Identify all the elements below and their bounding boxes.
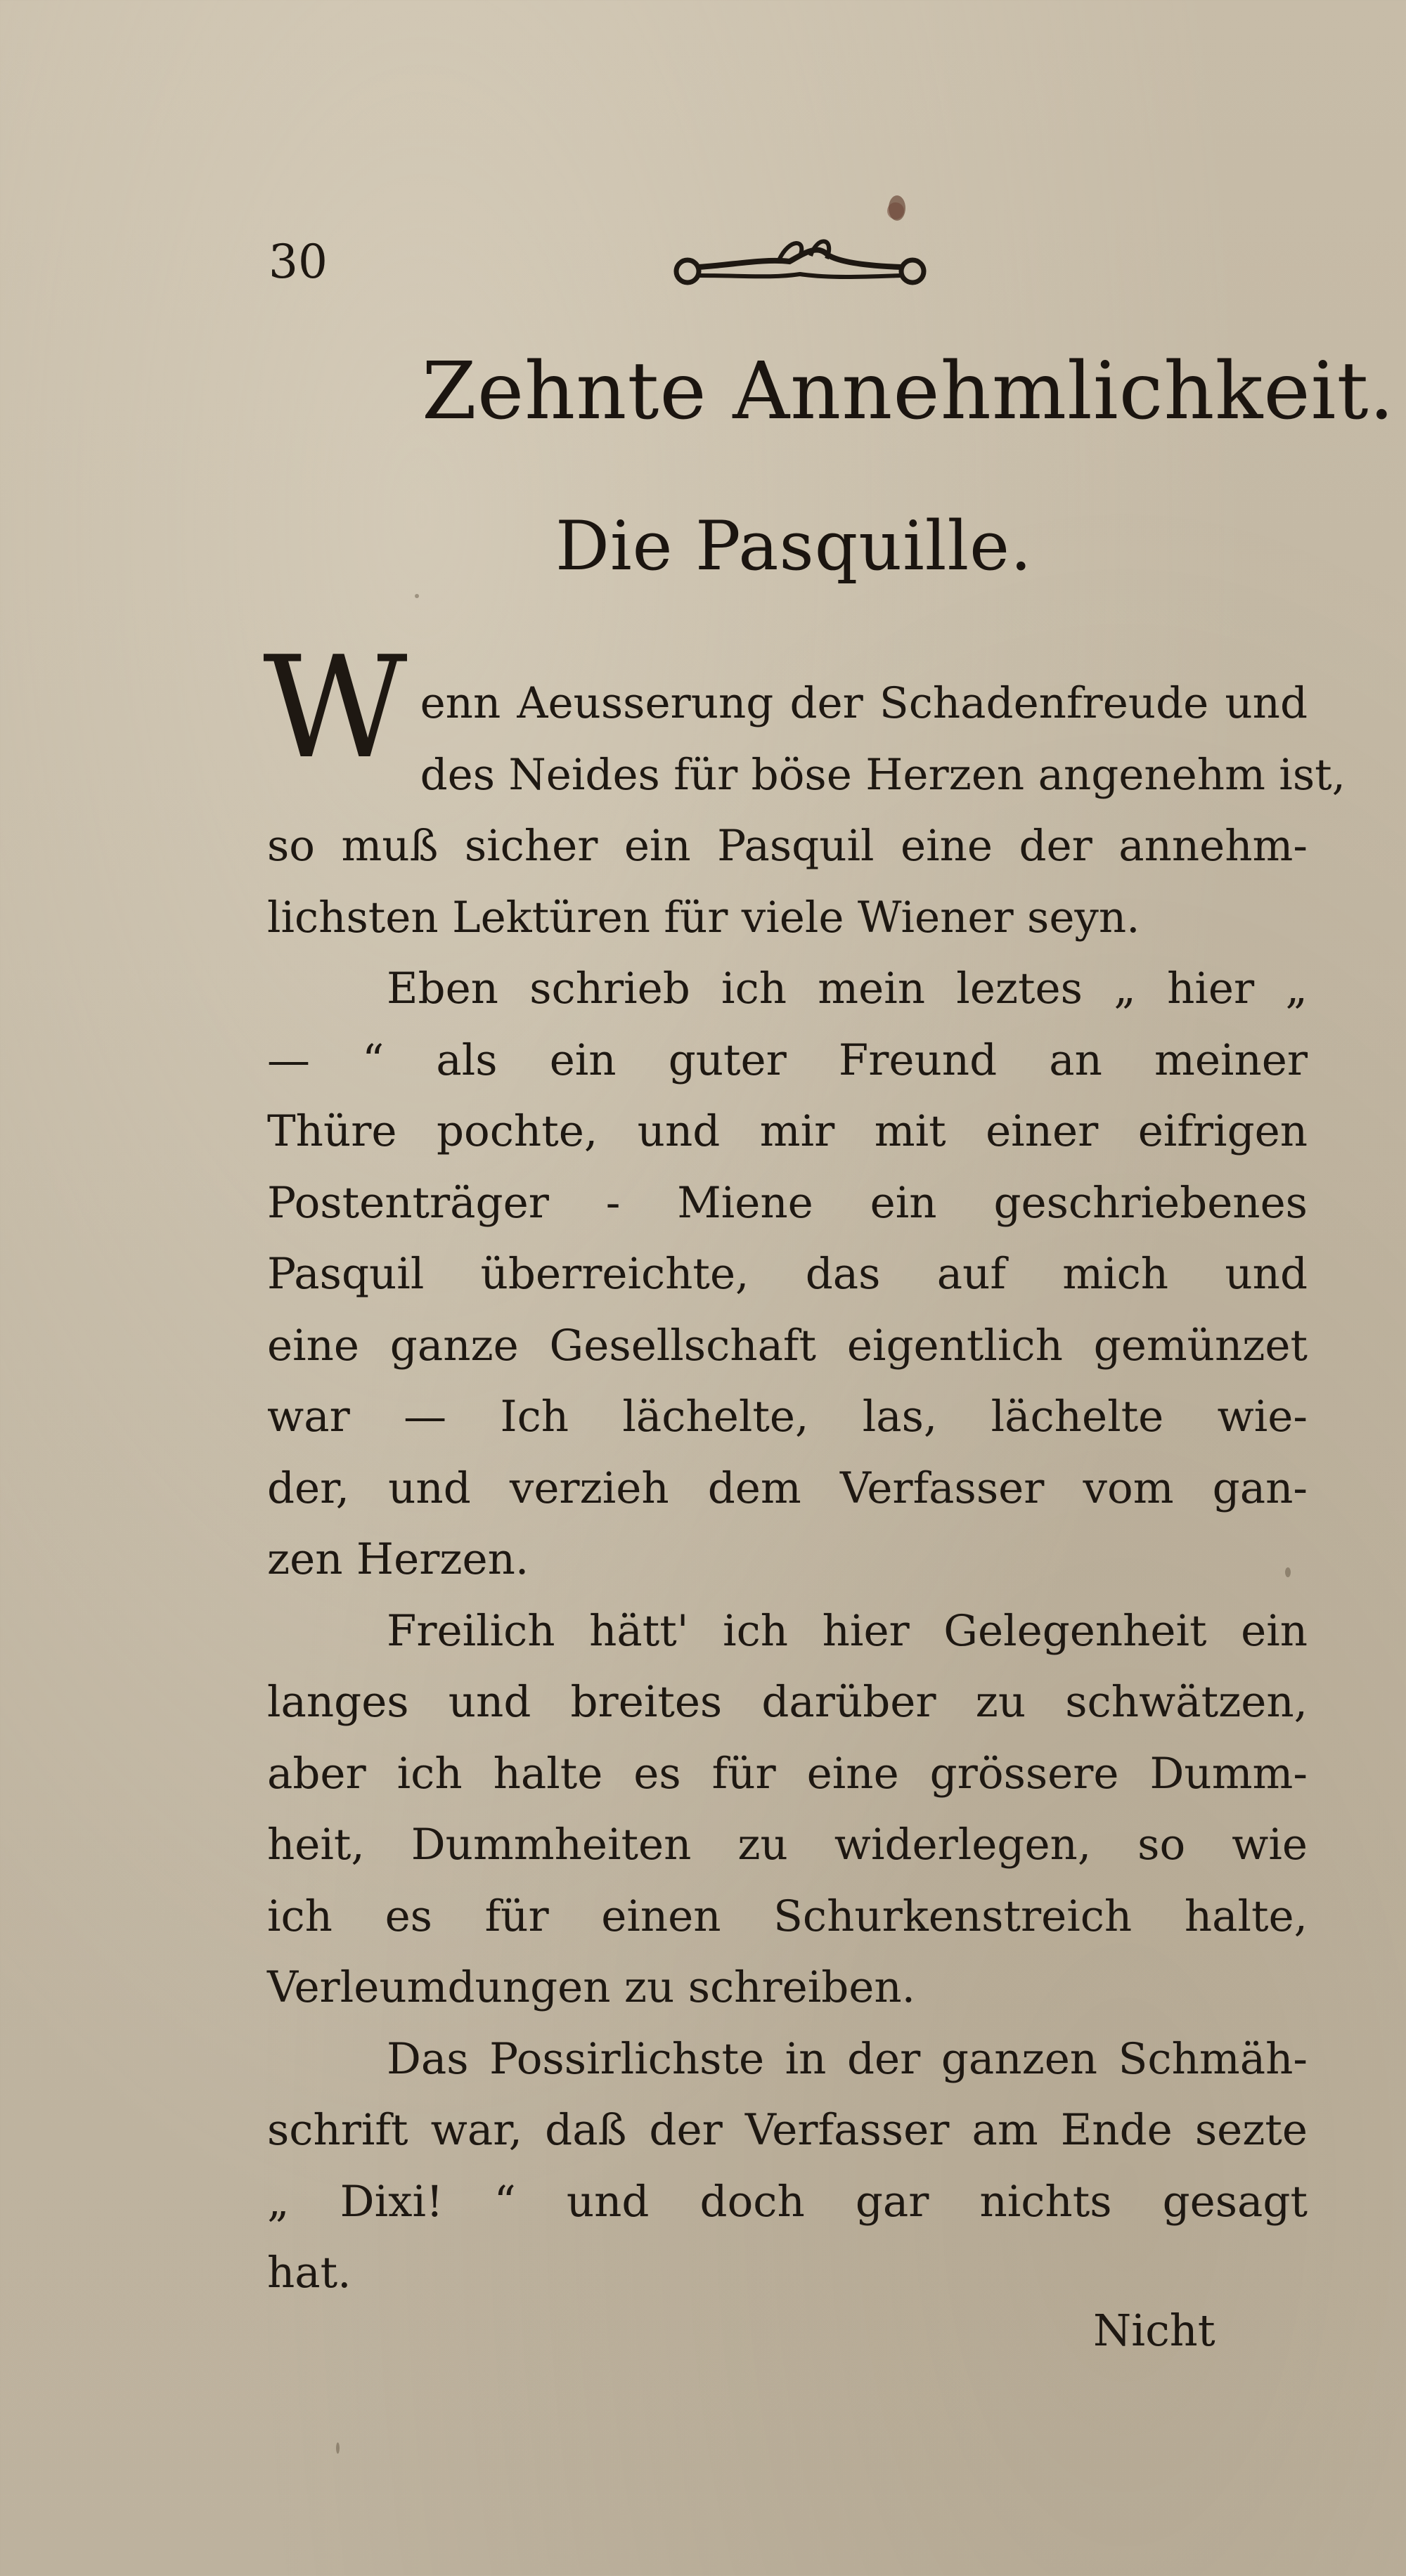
text-line: des Neides für böse Herzen angenehm ist, xyxy=(420,749,1346,800)
paper-speck xyxy=(1285,1567,1291,1577)
text-line: aber ich halte es für eine grössere Dumm- xyxy=(267,1748,1308,1799)
text-line: — “ als ein guter Freund an meiner xyxy=(267,1035,1308,1085)
text-line: enn Aeusserung der Schadenfreude und xyxy=(420,678,1308,728)
text-line: lichsten Lektüren für viele Wiener seyn. xyxy=(267,892,1140,943)
text-line: Freilich hätt' ich hier Gelegenheit ein xyxy=(387,1605,1308,1656)
text-line: heit, Dummheiten zu widerlegen, so wie xyxy=(267,1820,1308,1870)
drop-cap: W xyxy=(263,626,408,790)
text-line: eine ganze Gesellschaft eigentlich gemünzet xyxy=(267,1320,1308,1371)
text-line: der, und verzieh dem Verfasser vom gan- xyxy=(267,1463,1308,1513)
text-line: schrift war, daß der Verfasser am Ende sezte xyxy=(267,2105,1308,2155)
text-line: so muß sicher ein Pasquil eine der annehm- xyxy=(267,821,1308,871)
text-line: „ Dixi! “ und doch gar nichts gesagt xyxy=(267,2176,1308,2227)
text-line: langes und breites darüber zu schwätzen, xyxy=(267,1677,1308,1727)
text-line: ich es für einen Schurkenstreich halte, xyxy=(267,1891,1308,1941)
text-line: Verleumdungen zu schreiben. xyxy=(267,1962,916,2012)
text-line: hat. xyxy=(267,2248,352,2298)
text-line: Pasquil überreichte, das auf mich und xyxy=(267,1249,1308,1299)
paper-speck xyxy=(336,2442,340,2454)
page-number: 30 xyxy=(269,235,328,289)
chapter-title: Zehnte Annehmlichkeit. xyxy=(422,346,1395,437)
paper-speck xyxy=(887,202,904,219)
body-text xyxy=(263,626,1346,2309)
text-line: war — Ich lächelte, las, lächelte wie- xyxy=(267,1392,1308,1442)
text-line: Das Possirlichste in der ganzen Schmäh- xyxy=(387,2033,1308,2084)
text-line: Thüre pochte, und mir mit einer eifrigen xyxy=(267,1106,1308,1156)
paper-speck xyxy=(415,594,419,598)
catchword: Nicht xyxy=(1093,2305,1215,2356)
chapter-subtitle: Die Pasquille. xyxy=(555,507,1033,585)
text-line: Eben schrieb ich mein leztes „ hier „ xyxy=(387,964,1308,1014)
text-line: Postenträger - Miene ein geschriebenes xyxy=(267,1177,1308,1228)
text-line: zen Herzen. xyxy=(267,1534,529,1584)
